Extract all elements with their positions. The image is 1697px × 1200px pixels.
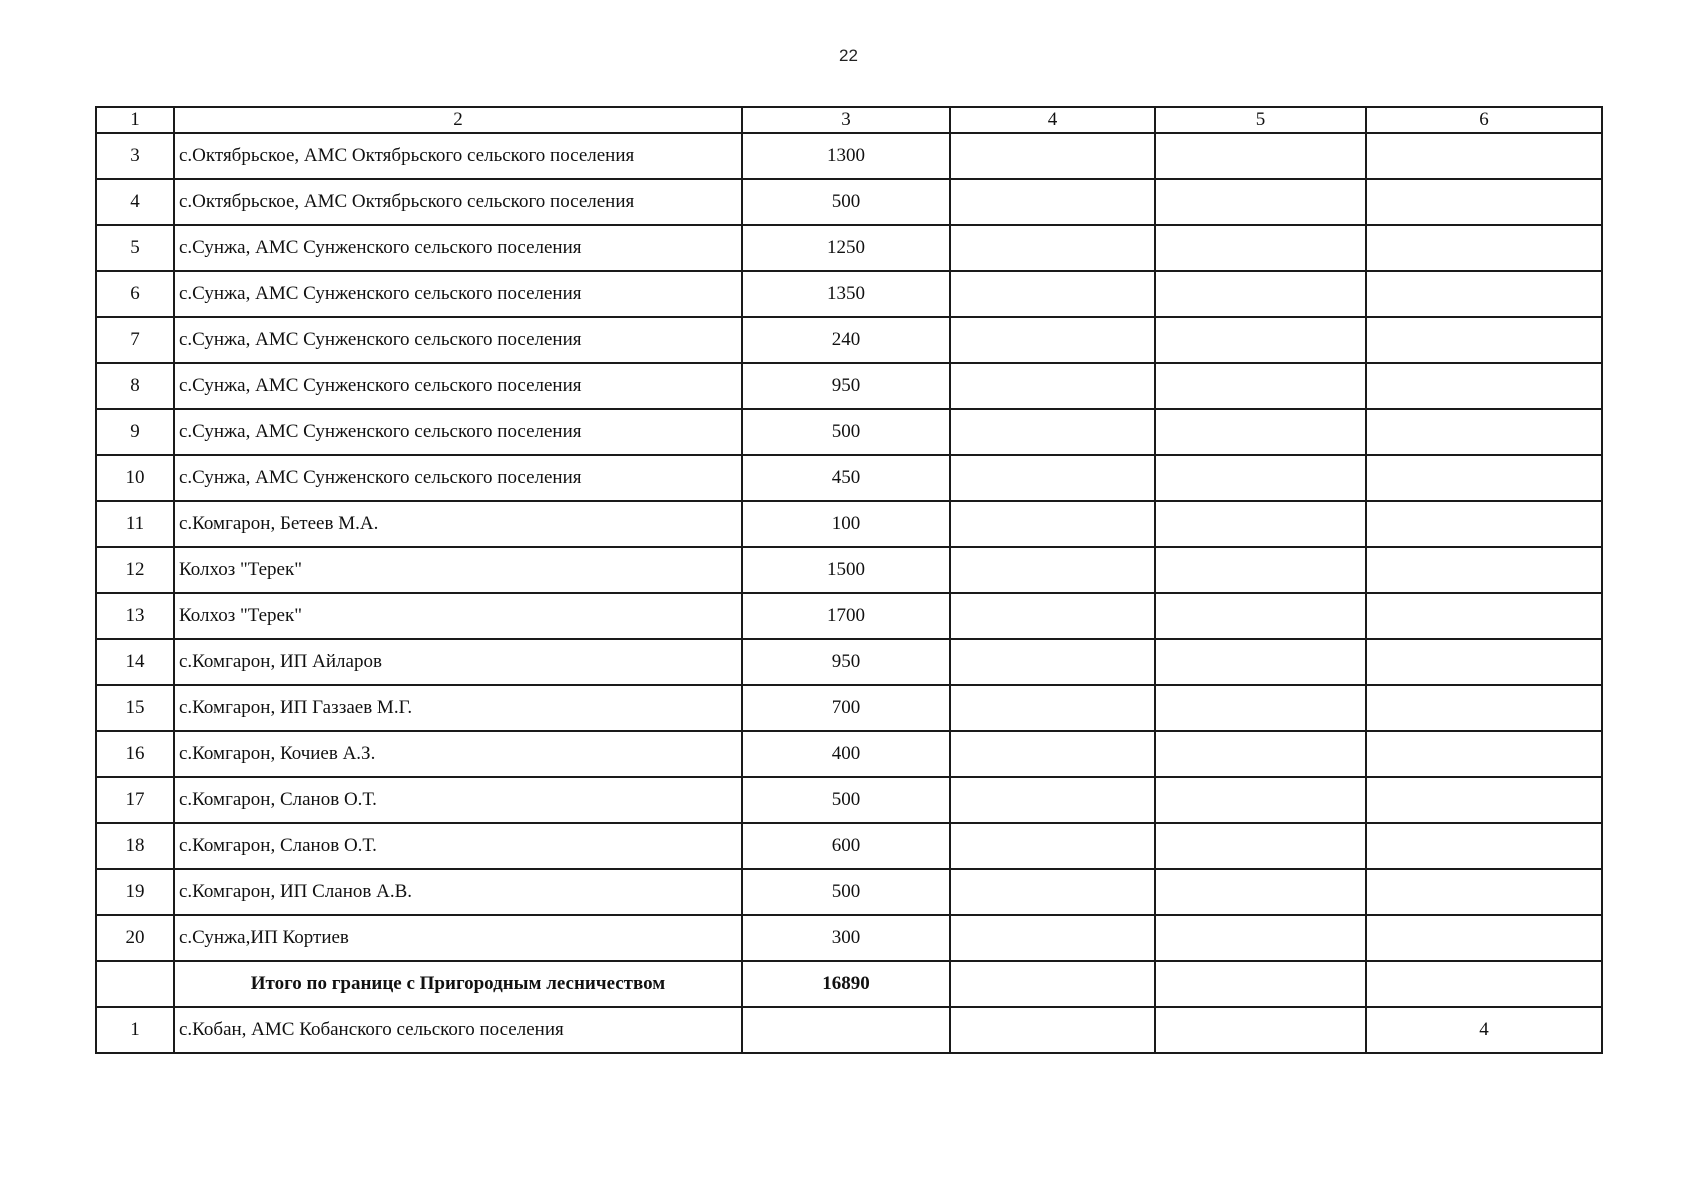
row-col6-cell [1366, 777, 1602, 823]
row-name-cell: с.Сунжа,ИП Кортиев [174, 915, 742, 961]
row-name-cell: с.Комгарон, Кочиев А.З. [174, 731, 742, 777]
row-name-cell: с.Комгарон, Бетеев М.А. [174, 501, 742, 547]
row-length-cell: 300 [742, 915, 950, 961]
table-row [96, 731, 1602, 777]
table-row [96, 363, 1602, 409]
row-col5-cell [1155, 225, 1366, 271]
table-row [96, 455, 1602, 501]
column-header: 2 [174, 107, 742, 133]
row-number-cell: 17 [96, 777, 174, 823]
table-row [96, 593, 1602, 639]
row-col4-cell [950, 501, 1155, 547]
column-header: 3 [742, 107, 950, 133]
table-row [96, 501, 1602, 547]
row-number-cell: 16 [96, 731, 174, 777]
row-col6-cell [1366, 547, 1602, 593]
table-row [96, 409, 1602, 455]
row-name-cell: с.Сунжа, АМС Сунженского сельского поселения [174, 363, 742, 409]
row-number-cell: 12 [96, 547, 174, 593]
row-length-cell: 700 [742, 685, 950, 731]
row-col5-cell [1155, 317, 1366, 363]
row-length-cell: 1700 [742, 593, 950, 639]
table-row [96, 271, 1602, 317]
row-length-cell: 500 [742, 179, 950, 225]
row-col4-cell [950, 547, 1155, 593]
table-row [96, 1007, 1602, 1053]
row-length-cell: 500 [742, 409, 950, 455]
row-length-cell: 400 [742, 731, 950, 777]
row-name-cell: с.Сунжа, АМС Сунженского сельского поселения [174, 271, 742, 317]
row-col6-cell [1366, 685, 1602, 731]
row-length-cell: 1300 [742, 133, 950, 179]
row-col6-cell: 4 [1366, 1007, 1602, 1053]
row-number-cell: 11 [96, 501, 174, 547]
row-col4-cell [950, 593, 1155, 639]
row-col5-cell [1155, 501, 1366, 547]
row-col4-cell [950, 777, 1155, 823]
row-col6-cell [1366, 961, 1602, 1007]
row-name-cell: с.Октябрьское, АМС Октябрьского сельского поселения [174, 179, 742, 225]
row-number-cell: 18 [96, 823, 174, 869]
row-length-cell: 500 [742, 777, 950, 823]
row-number-cell: 3 [96, 133, 174, 179]
row-length-cell: 1500 [742, 547, 950, 593]
row-col5-cell [1155, 685, 1366, 731]
row-length-cell [742, 1007, 950, 1053]
row-col5-cell [1155, 547, 1366, 593]
row-col4-cell [950, 225, 1155, 271]
column-header: 4 [950, 107, 1155, 133]
row-col5-cell [1155, 455, 1366, 501]
row-name-cell: с.Комгарон, ИП Сланов А.В. [174, 869, 742, 915]
row-col4-cell [950, 1007, 1155, 1053]
row-number-cell [96, 961, 174, 1007]
row-number-cell: 8 [96, 363, 174, 409]
row-col6-cell [1366, 501, 1602, 547]
row-number-cell: 9 [96, 409, 174, 455]
row-col6-cell [1366, 731, 1602, 777]
table-row [96, 869, 1602, 915]
page-number: 22 [839, 46, 858, 65]
row-col6-cell [1366, 225, 1602, 271]
row-col5-cell [1155, 271, 1366, 317]
row-col6-cell [1366, 179, 1602, 225]
row-col5-cell [1155, 915, 1366, 961]
table-row [96, 823, 1602, 869]
row-col4-cell [950, 961, 1155, 1007]
row-length-cell: 100 [742, 501, 950, 547]
table-row [96, 915, 1602, 961]
table-row [96, 317, 1602, 363]
row-number-cell: 19 [96, 869, 174, 915]
table-row [96, 777, 1602, 823]
table-row [96, 547, 1602, 593]
row-number-cell: 14 [96, 639, 174, 685]
row-length-cell: 600 [742, 823, 950, 869]
row-col4-cell [950, 869, 1155, 915]
row-name-cell: с.Комгарон, Сланов О.Т. [174, 777, 742, 823]
row-col4-cell [950, 409, 1155, 455]
row-col4-cell [950, 915, 1155, 961]
row-col4-cell [950, 179, 1155, 225]
row-name-cell: с.Кобан, АМС Кобанского сельского поселения [174, 1007, 742, 1053]
row-name-cell: с.Комгарон, ИП Газзаев М.Г. [174, 685, 742, 731]
row-name-cell: с.Сунжа, АМС Сунженского сельского поселения [174, 455, 742, 501]
row-col6-cell [1366, 915, 1602, 961]
row-number-cell: 20 [96, 915, 174, 961]
row-col6-cell [1366, 823, 1602, 869]
row-col6-cell [1366, 317, 1602, 363]
row-col6-cell [1366, 363, 1602, 409]
row-col4-cell [950, 731, 1155, 777]
table-row [96, 179, 1602, 225]
row-col4-cell [950, 823, 1155, 869]
row-length-cell: 240 [742, 317, 950, 363]
row-name-cell: Колхоз "Терек" [174, 547, 742, 593]
row-col5-cell [1155, 639, 1366, 685]
row-col6-cell [1366, 271, 1602, 317]
row-col5-cell [1155, 179, 1366, 225]
row-col6-cell [1366, 593, 1602, 639]
row-length-cell: 16890 [742, 961, 950, 1007]
row-name-cell: с.Комгарон, ИП Айларов [174, 639, 742, 685]
row-number-cell: 6 [96, 271, 174, 317]
row-col6-cell [1366, 639, 1602, 685]
row-col4-cell [950, 685, 1155, 731]
row-number-cell: 10 [96, 455, 174, 501]
row-col6-cell [1366, 409, 1602, 455]
row-col5-cell [1155, 363, 1366, 409]
row-col5-cell [1155, 869, 1366, 915]
row-col5-cell [1155, 731, 1366, 777]
row-col6-cell [1366, 869, 1602, 915]
row-length-cell: 1250 [742, 225, 950, 271]
row-col5-cell [1155, 593, 1366, 639]
row-number-cell: 7 [96, 317, 174, 363]
row-length-cell: 950 [742, 639, 950, 685]
row-col4-cell [950, 639, 1155, 685]
column-header: 6 [1366, 107, 1602, 133]
row-name-cell: Итого по границе с Пригородным лесничеством [174, 961, 742, 1007]
row-col6-cell [1366, 133, 1602, 179]
row-col4-cell [950, 133, 1155, 179]
table-row [96, 133, 1602, 179]
row-name-cell: с.Сунжа, АМС Сунженского сельского поселения [174, 409, 742, 455]
table-header-row [96, 107, 1602, 133]
row-col5-cell [1155, 1007, 1366, 1053]
table-body [96, 133, 1602, 1053]
total-row [96, 961, 1602, 1007]
row-length-cell: 950 [742, 363, 950, 409]
row-number-cell: 15 [96, 685, 174, 731]
row-col5-cell [1155, 961, 1366, 1007]
row-col4-cell [950, 317, 1155, 363]
row-col5-cell [1155, 133, 1366, 179]
column-header: 1 [96, 107, 174, 133]
row-col6-cell [1366, 455, 1602, 501]
boundary-table [95, 106, 1603, 1054]
column-header: 5 [1155, 107, 1366, 133]
row-col5-cell [1155, 823, 1366, 869]
row-length-cell: 500 [742, 869, 950, 915]
table-row [96, 685, 1602, 731]
row-name-cell: с.Сунжа, АМС Сунженского сельского поселения [174, 225, 742, 271]
row-name-cell: с.Октябрьское, АМС Октябрьского сельского поселения [174, 133, 742, 179]
row-col5-cell [1155, 777, 1366, 823]
row-length-cell: 1350 [742, 271, 950, 317]
row-col5-cell [1155, 409, 1366, 455]
row-number-cell: 13 [96, 593, 174, 639]
row-col4-cell [950, 363, 1155, 409]
table-row [96, 225, 1602, 271]
row-number-cell: 1 [96, 1007, 174, 1053]
row-name-cell: с.Сунжа, АМС Сунженского сельского поселения [174, 317, 742, 363]
row-col4-cell [950, 271, 1155, 317]
row-name-cell: с.Комгарон, Сланов О.Т. [174, 823, 742, 869]
row-name-cell: Колхоз "Терек" [174, 593, 742, 639]
row-col4-cell [950, 455, 1155, 501]
row-number-cell: 4 [96, 179, 174, 225]
row-number-cell: 5 [96, 225, 174, 271]
row-length-cell: 450 [742, 455, 950, 501]
table-row [96, 639, 1602, 685]
